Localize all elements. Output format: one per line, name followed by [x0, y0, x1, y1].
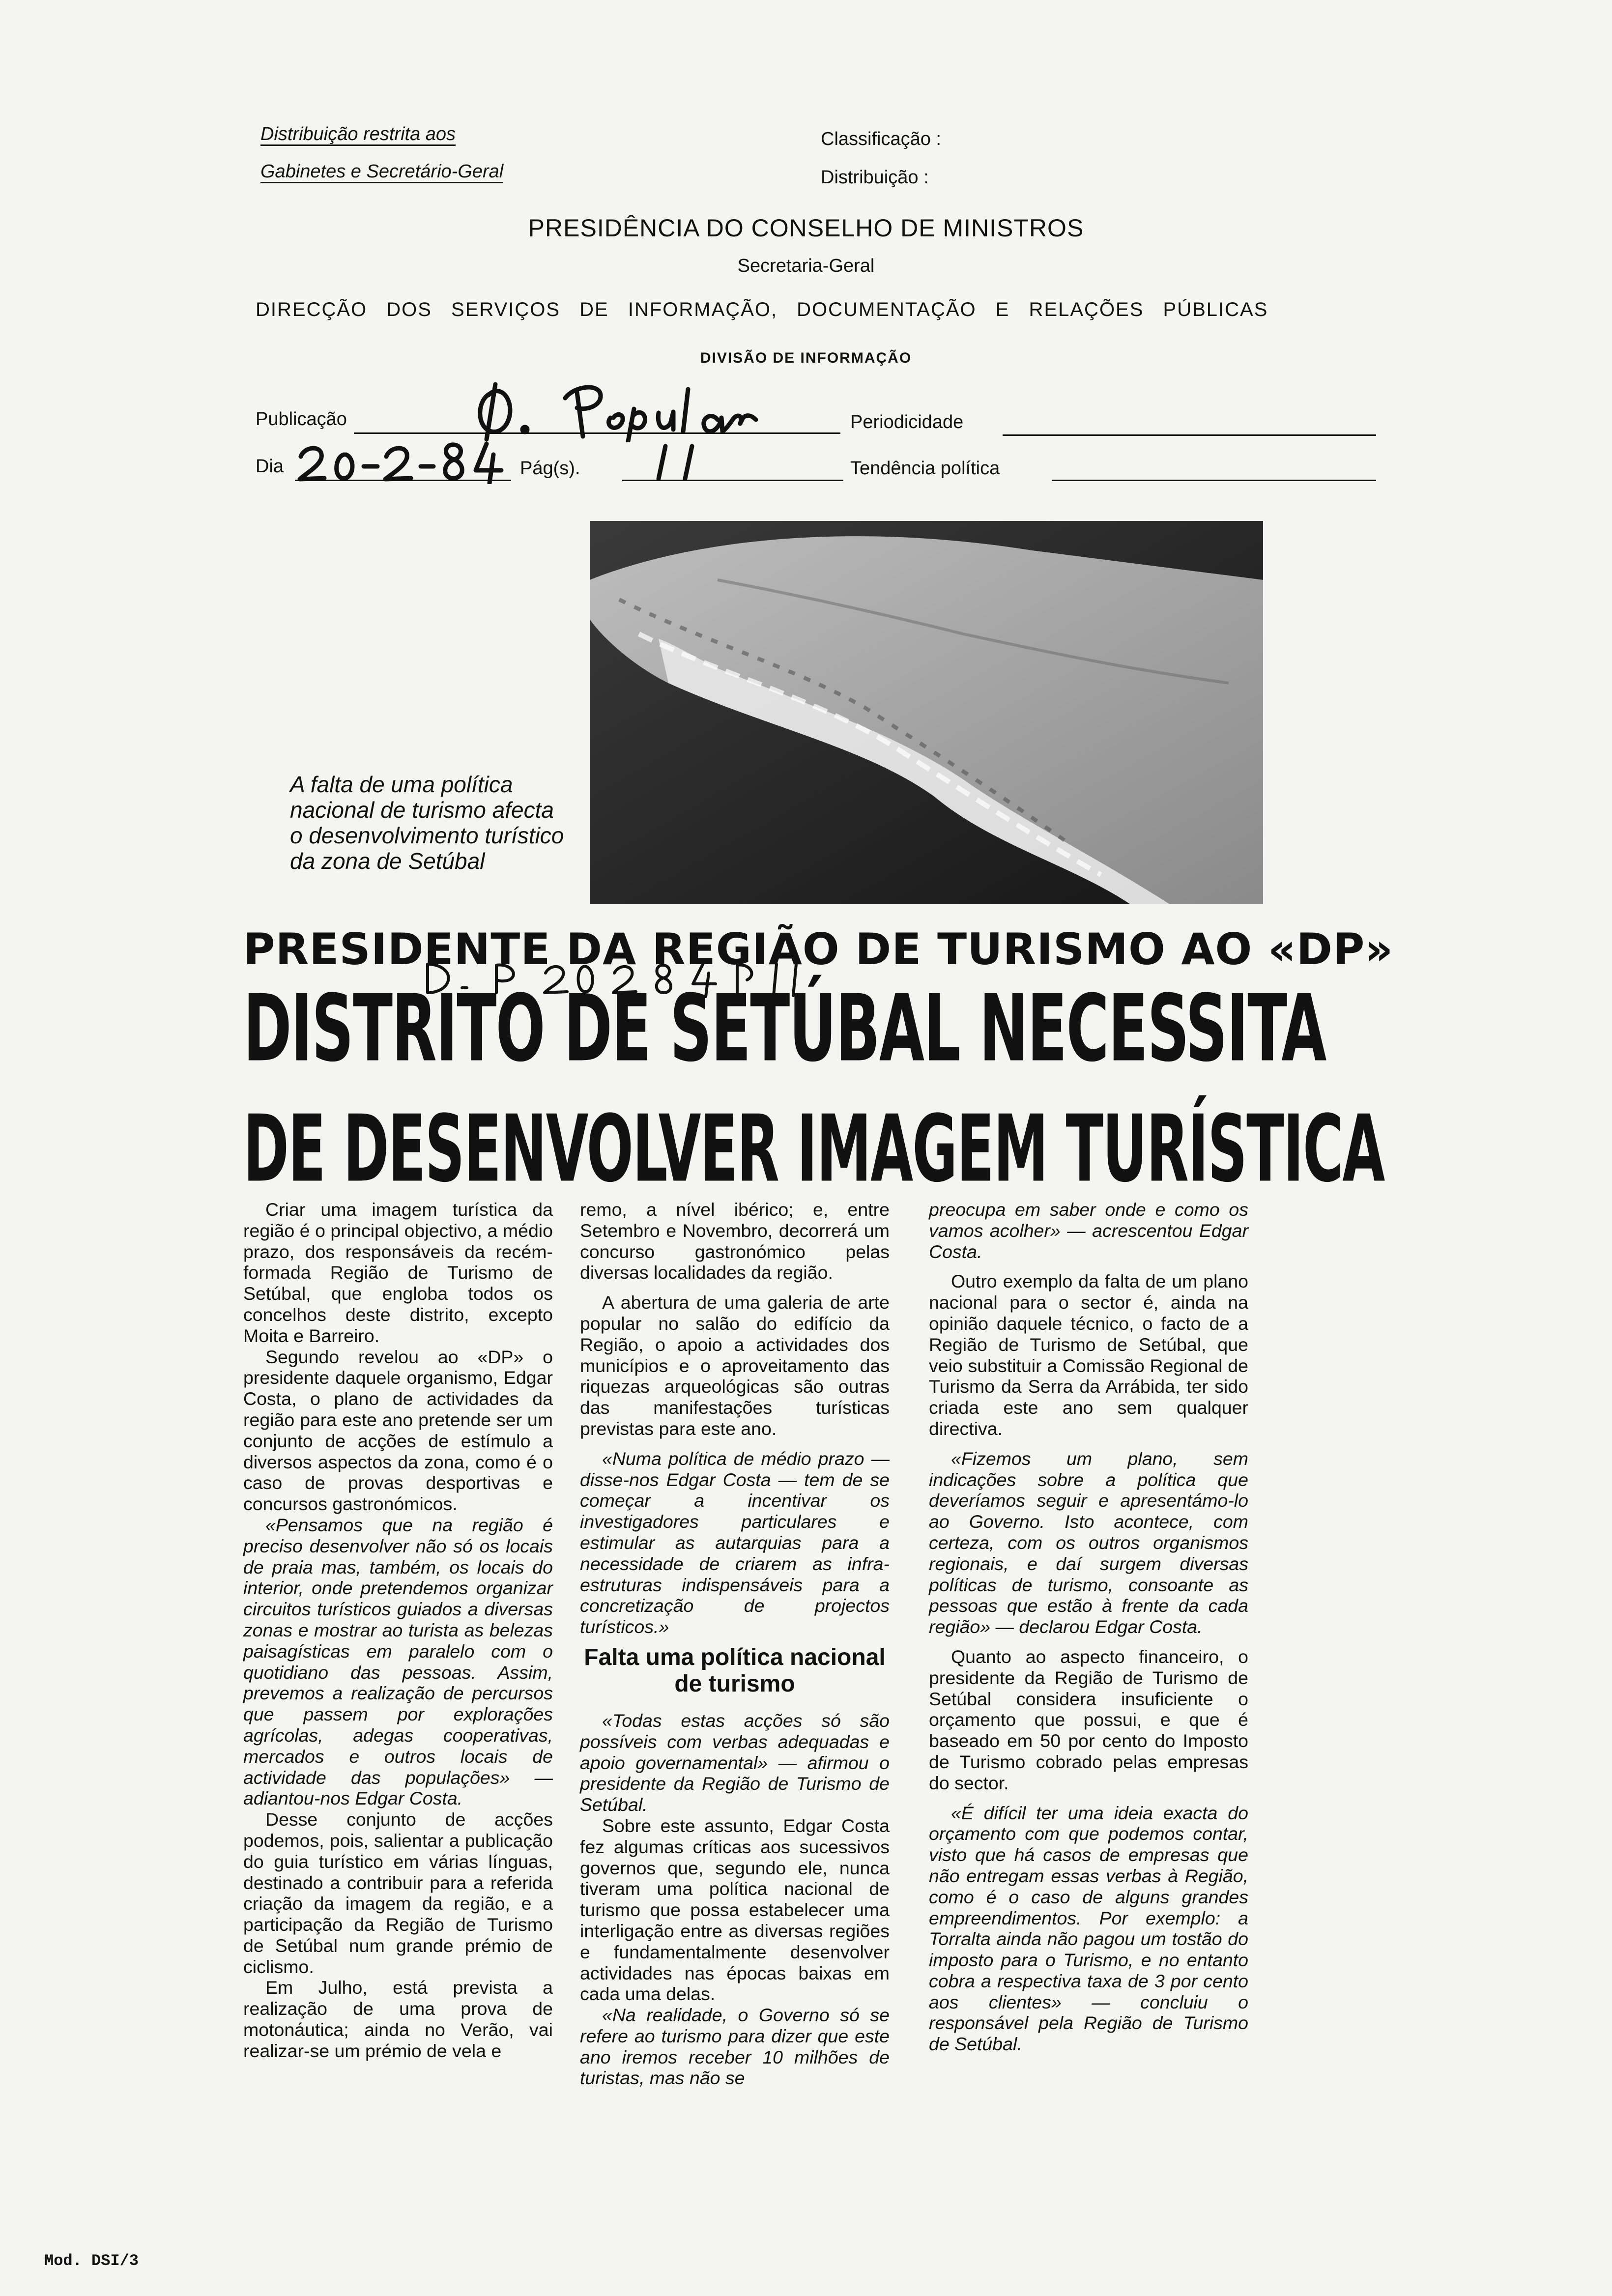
division-title: DIVISÃO DE INFORMAÇÃO — [700, 350, 912, 366]
day-handwriting — [295, 435, 521, 484]
kicker: PRESIDENTE DA REGIÃO DE TURISMO AO «DP» — [243, 924, 1394, 975]
paragraph: Quanto ao aspecto financeiro, o presidente da Região de Turismo de Setúbal considera insuficiente o orçamento que possui, e que é baseado em 50 por cento do Imposto de Turismo cobrado pelas empresas do sector. — [929, 1646, 1248, 1793]
paragraph: remo, a nível ibérico; e, entre Setembro e Novembro, decorrerá um concurso gastronómico pelas diversas localidades da região. — [580, 1199, 890, 1283]
restriction-line-1: Distribuição restrita aos — [260, 124, 456, 146]
paragraph: «Todas estas acções só são possíveis com verbas adequadas e apoio governamental» — afirmou o presidente da Região de Turismo de Setúbal. — [580, 1710, 890, 1815]
column-3 — [929, 1199, 1248, 2055]
paragraph: Outro exemplo da falta de um plano nacional para o sector é, ainda na opinião daquele técnico, o facto de a Região de Turismo de Setúbal, que veio substituir a Comissão Regional de Turismo da Serra da Arrábida, ter sido criada este ano sem qualquer directiva. — [929, 1271, 1248, 1439]
paragraph: «Numa política de médio prazo — disse-nos Edgar Costa — tem de se começar a incentivar os investigadores particulares e estimular as autarquias para a necessidade de criarem as infra-estruturas indispensáveis para a concretização de projectos turísticos.» — [580, 1448, 890, 1637]
subheading: Falta uma política nacional de turismo — [584, 1644, 886, 1697]
photo-caption: A falta de uma política nacional de turismo afecta o desenvolvimento turístico da zona de Setúbal — [290, 772, 564, 874]
periodicity-underline — [1003, 434, 1376, 436]
publication-label: Publicação — [256, 409, 347, 430]
tendency-label: Tendência política — [850, 458, 1000, 479]
secretariat: Secretaria-Geral — [737, 256, 875, 276]
paragraph: Segundo revelou ao «DP» o presidente daquele organismo, Edgar Costa, o plano de actividades da região para este ano pretende ser um conjunto de acções de estímulo a diversos aspectos da zona, como é o caso de provas desportivas e concursos gastronómicos. — [243, 1346, 553, 1515]
paragraph: «Na realidade, o Governo só se refere ao turismo para dizer que este ano iremos receber 10 milhões de turistas, mas não se — [580, 2005, 890, 2089]
headline-line-1: DISTRITO DE SETÚBAL NECESSITA — [243, 976, 1326, 1083]
paragraph: Criar uma imagem turística da região é o principal objectivo, a médio prazo, dos responsáveis da recém-formada Região de Turismo de Setúbal, que engloba todos os concelhos deste distrito, excepto Moita e Barreiro. — [243, 1199, 553, 1346]
column-2 — [580, 1199, 890, 2089]
paragraph: «É difícil ter uma ideia exacta do orçamento com que podemos contar, visto que há casos de empresas que não entregam essas verbas à Região, como é o caso de alguns grandes empreendimentos. Por exemplo: a Torralta ainda não pagou um tostão do imposto para o Turismo, e no entanto cobra a respectiva taxa de 3 por cento aos clientes» — concluiu o responsável pela Região de Turismo de Setúbal. — [929, 1802, 1248, 2055]
column-1 — [243, 1199, 553, 2062]
directorate-title: DIRECÇÃO DOS SERVIÇOS DE INFORMAÇÃO, DOCUMENTAÇÃO E RELAÇÕES PÚBLICAS — [256, 299, 1268, 320]
coastline-photo — [590, 521, 1263, 904]
form-code: Mod. DSI/3 — [44, 2252, 139, 2270]
tendency-underline — [1052, 480, 1376, 481]
restriction-line-2: Gabinetes e Secretário-Geral — [260, 161, 503, 183]
pages-handwriting — [649, 442, 708, 482]
paragraph: Em Julho, está prevista a realização de uma prova de motonáutica; ainda no Verão, vai realizar-se um prémio de vela e — [243, 1977, 553, 2061]
classification-label: Classificação : — [821, 129, 941, 149]
publication-handwriting — [472, 378, 845, 442]
paragraph: Desse conjunto de acções podemos, pois, salientar a publicação do guia turístico em várias línguas, destinado a contribuir para a referida criação da imagem da região, e a participação da Região de Turismo de Setúbal num grande prémio de ciclismo. — [243, 1809, 553, 1977]
paragraph: Sobre este assunto, Edgar Costa fez algumas críticas aos sucessivos governos que, segundo ele, nunca tiveram uma política nacional de turismo que possa estabelecer uma interligação entre as diversas regiões e fundamentalmente desenvolver actividades nas épocas baixas em cada uma delas. — [580, 1815, 890, 2005]
pages-label: Pág(s). — [520, 458, 580, 479]
day-label: Dia — [256, 456, 284, 477]
ministry-title: PRESIDÊNCIA DO CONSELHO DE MINISTROS — [528, 214, 1084, 242]
headline-line-2: DE DESENVOLVER IMAGEM TURÍSTICA — [243, 1096, 1384, 1203]
periodicity-label: Periodicidade — [850, 412, 964, 432]
paragraph: «Pensamos que na região é preciso desenvolver não só os locais de praia mas, também, os locais do interior, onde pretendemos organizar circuitos turísticos guiados a diversas zonas e mostrar ao turista as belezas paisagísticas em paralelo com o quotidiano das pessoas. Assim, prevemos a realização de percursos que passem por explorações agrícolas, adegas cooperativas, mercados e outros locais de actividade das populações» — adiantou-nos Edgar Costa. — [243, 1514, 553, 1809]
paragraph: «Fizemos um plano, sem indicações sobre a política que deveríamos seguir e apresentámo-lo ao Governo. Isto acontece, com certeza, com os outros organismos regionais, e daí surgem diversas políticas de turismo, consoante as pessoas que estão à frente da cada região» — declarou Edgar Costa. — [929, 1448, 1248, 1637]
distribution-label: Distribuição : — [821, 167, 929, 188]
paragraph: preocupa em saber onde e como os vamos acolher» — acrescentou Edgar Costa. — [929, 1199, 1248, 1262]
paragraph: A abertura de uma galeria de arte popular no salão do edifício da Região, o apoio a actividades dos municípios e o aproveitamento das riquezas arqueológicas são outras das manifestações turísticas previstas para este ano. — [580, 1292, 890, 1439]
